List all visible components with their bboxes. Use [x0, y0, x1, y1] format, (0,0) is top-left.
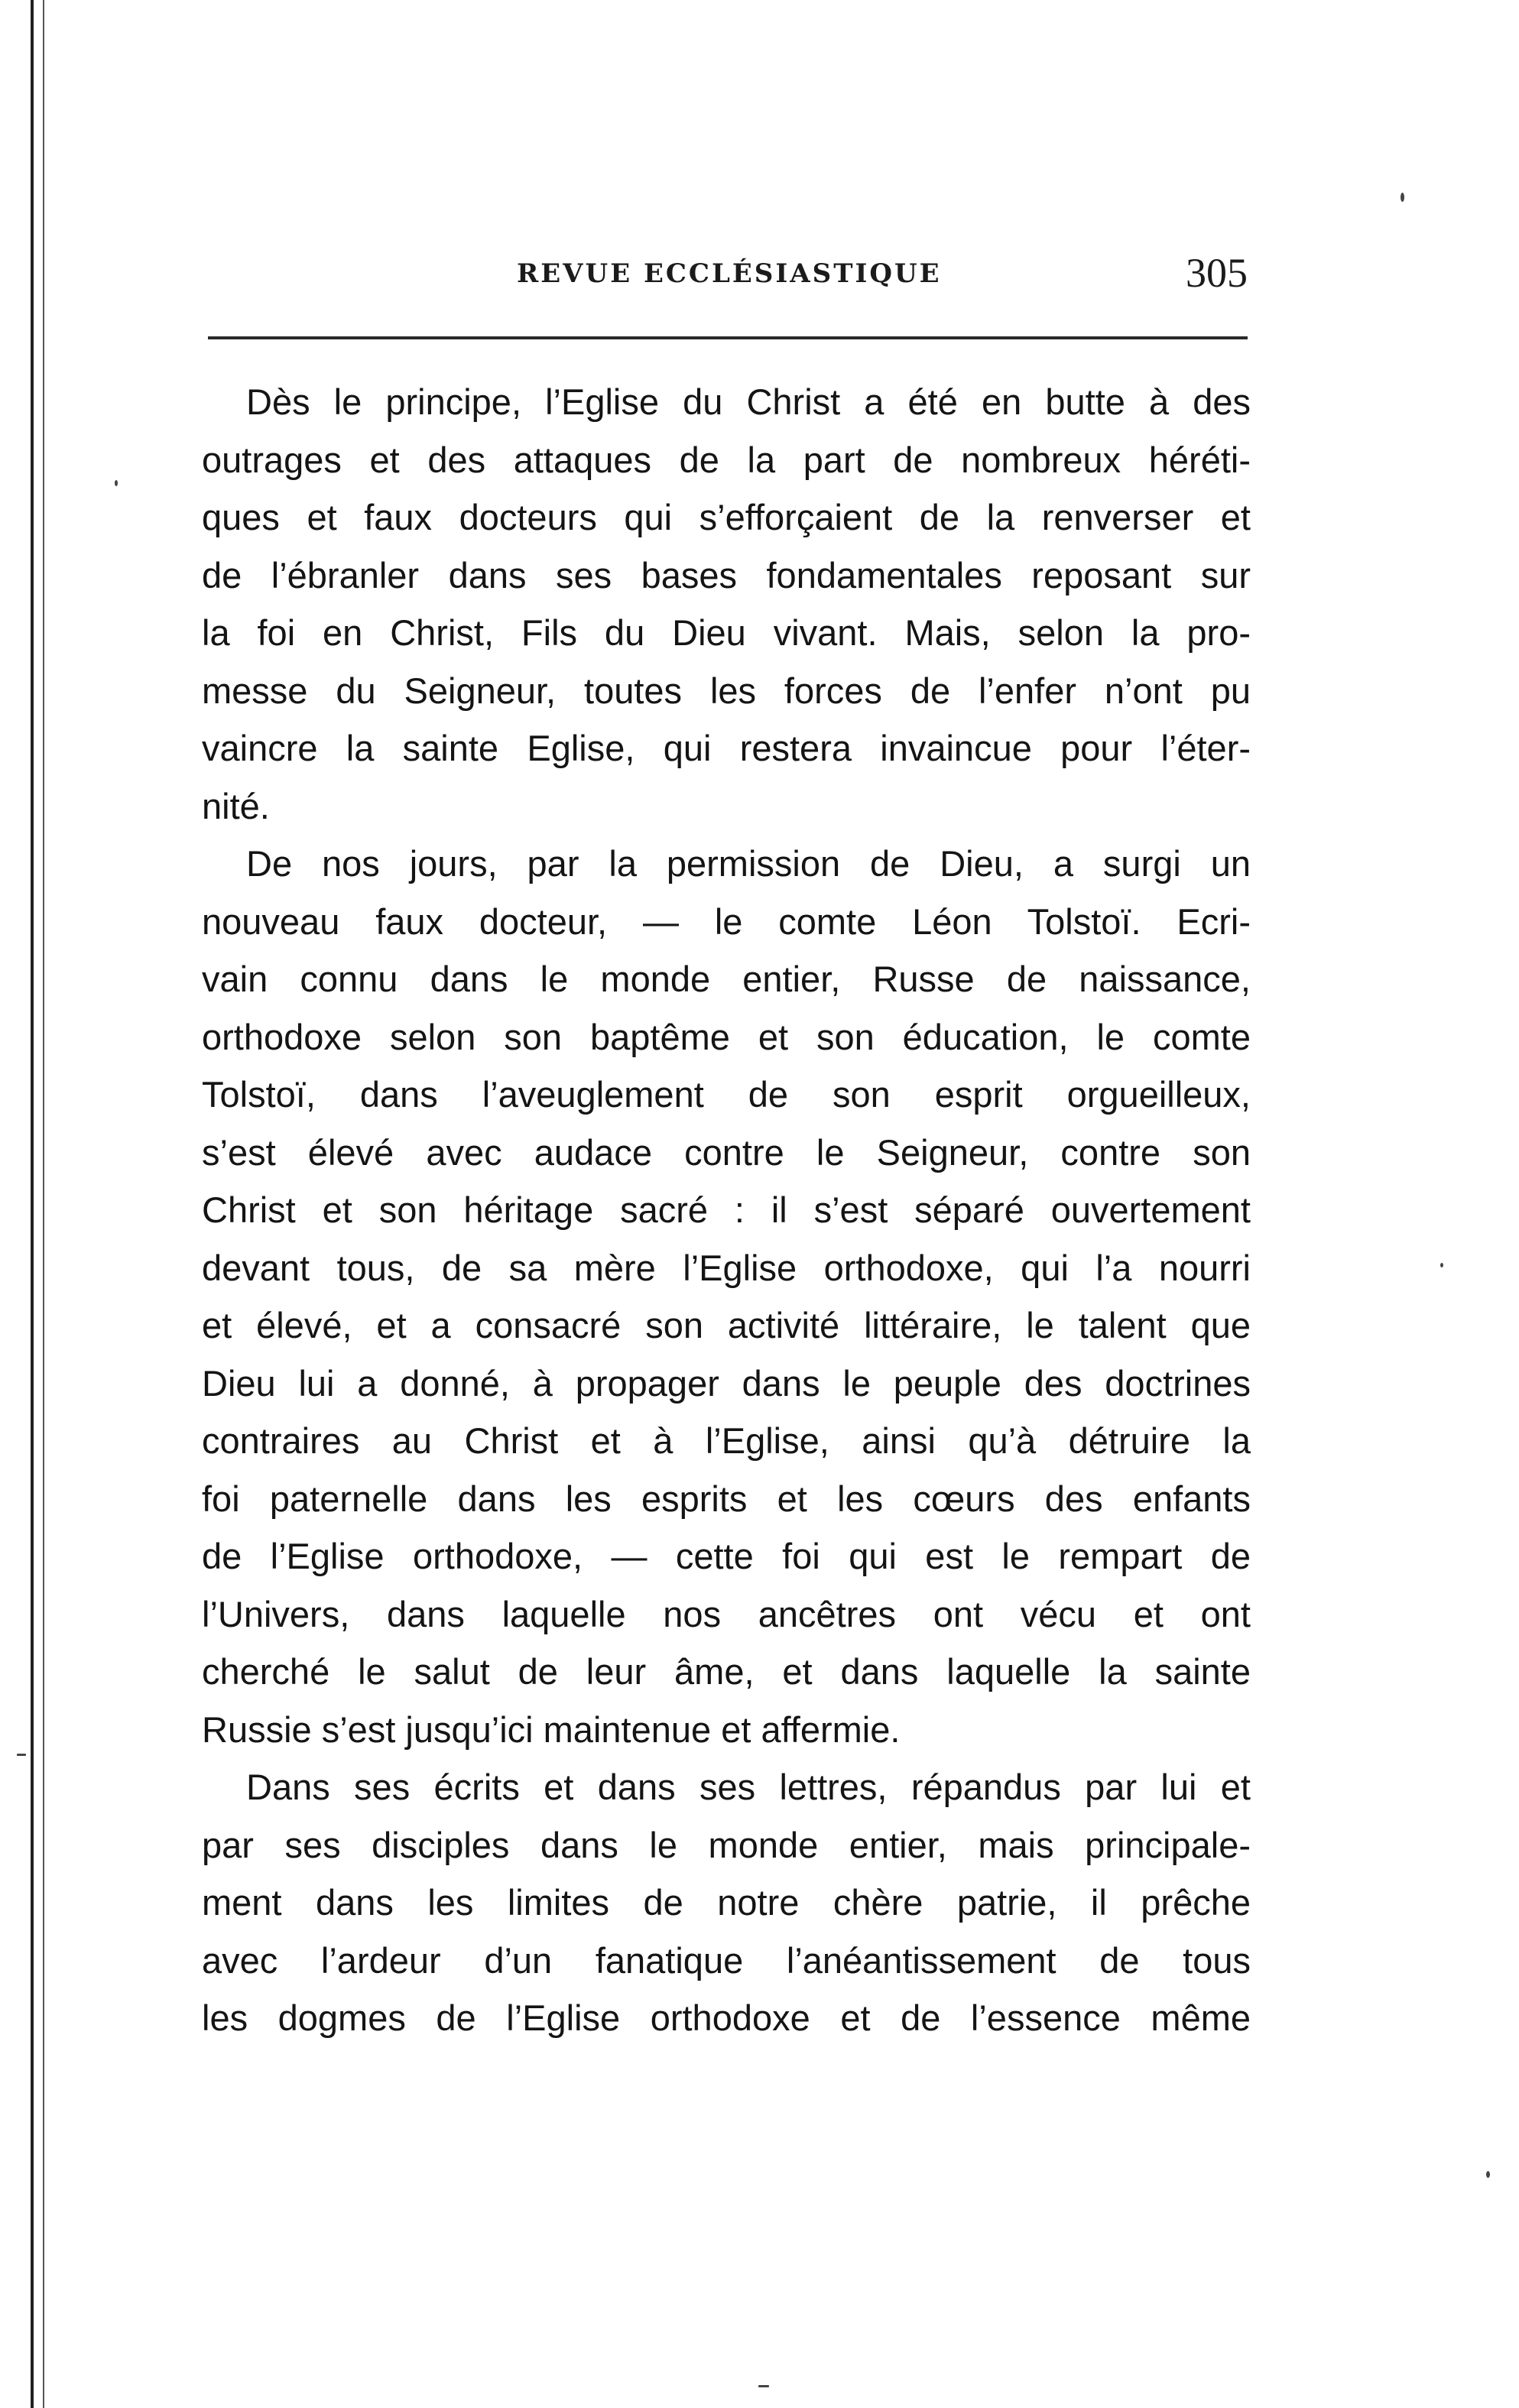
text-line: Dieu lui a donné, à propager dans le peuple des doctrines: [202, 1362, 1251, 1404]
text-line: avec l’ardeur d’un fanatique l’anéantissement de tous: [202, 1939, 1251, 1981]
running-head: [208, 250, 1248, 304]
text-line: vain connu dans le monde entier, Russe de naissance,: [202, 959, 1251, 999]
text-line: la foi en Christ, Fils du Dieu vivant. Mais, selon la pro-: [202, 612, 1251, 653]
text-line: Tolstoï, dans l’aveuglement de son esprit orgueilleux,: [202, 1074, 1251, 1115]
scan-speck: [17, 1754, 26, 1756]
scan-speck: [1440, 1263, 1443, 1267]
text-line: foi paternelle dans les esprits et les cœurs des enfants: [202, 1478, 1251, 1519]
running-title: REVUE ECCLÉSIASTIQUE: [517, 258, 942, 289]
scan-speck: [115, 480, 118, 486]
text-line: par ses disciples dans le monde entier, mais principale-: [202, 1824, 1251, 1865]
text-line: nouveau faux docteur, — le comte Léon Tolstoï. Ecri-: [202, 901, 1251, 942]
text-line: contraires au Christ et à l’Eglise, ainsi qu’à détruire la: [202, 1420, 1251, 1461]
text-line: vaincre la sainte Eglise, qui restera invaincue pour l’éter-: [202, 728, 1251, 768]
text-line: cherché le salut de leur âme, et dans laquelle la sainte: [202, 1651, 1251, 1692]
text-line: et élevé, et a consacré son activité littéraire, le talent que: [202, 1305, 1251, 1345]
text-line: de l’ébranler dans ses bases fondamentales reposant sur: [202, 554, 1251, 596]
header-rule: [208, 336, 1248, 339]
page-number: 305: [1186, 250, 1248, 296]
text-line: outrages et des attaques de la part de nombreux héréti-: [202, 439, 1251, 480]
text-line: s’est élevé avec audace contre le Seigneur, contre son: [202, 1131, 1251, 1173]
scan-speck: [1401, 193, 1404, 202]
text-line: de l’Eglise orthodoxe, — cette foi qui est le rempart de: [202, 1536, 1251, 1576]
scan-speck: [1486, 2171, 1490, 2178]
text-line: devant tous, de sa mère l’Eglise orthodoxe, qui l’a nourri: [202, 1247, 1251, 1288]
text-line: ment dans les limites de notre chère patrie, il prêche: [202, 1882, 1251, 1923]
text-line: nité.: [202, 785, 270, 826]
text-line: les dogmes de l’Eglise orthodoxe et de l’essence même: [202, 1997, 1251, 2038]
text-line: messe du Seigneur, toutes les forces de l’enfer n’ont pu: [202, 670, 1251, 711]
text-line: l’Univers, dans laquelle nos ancêtres ont vécu et ont: [202, 1593, 1251, 1634]
binding-edge: [31, 0, 34, 2408]
body-text: [202, 373, 1251, 2047]
text-line: Dès le principe, l’Eglise du Christ a été en butte à des: [246, 381, 1251, 422]
text-line: De nos jours, par la permission de Dieu, a surgi un: [246, 843, 1251, 884]
text-line: orthodoxe selon son baptême et son éducation, le comte: [202, 1016, 1251, 1057]
text-line: Christ et son héritage sacré : il s’est séparé ouvertement: [202, 1189, 1251, 1230]
scan-speck: [758, 2385, 769, 2387]
text-line: Dans ses écrits et dans ses lettres, répandus par lui et: [246, 1767, 1251, 1807]
text-line: Russie s’est jusqu’ici maintenue et affermie.: [202, 1709, 901, 1750]
binding-edge-inner: [43, 0, 44, 2408]
text-line: ques et faux docteurs qui s’efforçaient de la renverser et: [202, 497, 1251, 537]
